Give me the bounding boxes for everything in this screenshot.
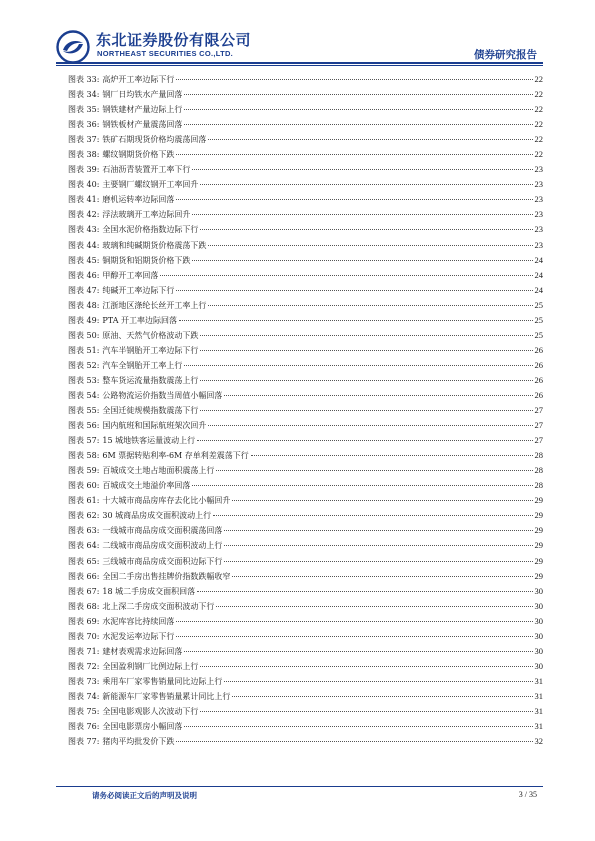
figure-label: 图表 54:: [68, 390, 100, 400]
dot-leader: [176, 199, 532, 200]
toc-entry[interactable]: [68, 373, 543, 388]
figure-page-number: 23: [534, 209, 543, 220]
figure-label: 图表 58:: [68, 451, 100, 461]
figure-title: 十大城市商品房库存去化比小幅回升: [102, 496, 231, 506]
toc-entry[interactable]: [68, 238, 543, 253]
figure-label: 图表 34:: [68, 90, 100, 100]
figure-label: 图表 41:: [68, 195, 100, 205]
figure-title: 汽车半钢胎开工率边际下行: [102, 345, 199, 355]
figure-label: 图表 50:: [68, 330, 100, 340]
figure-page-number: 31: [534, 675, 543, 686]
figure-label: 图表 53:: [68, 375, 100, 385]
figure-title: 螺纹钢期货价格下跌: [102, 150, 175, 160]
figure-label: 图表 77:: [68, 737, 100, 747]
toc-entry[interactable]: [68, 659, 543, 674]
dot-leader: [176, 154, 532, 155]
figure-title: 全国二手房出售挂牌价指数跌幅收窄: [102, 571, 231, 581]
figure-label: 图表 56:: [68, 421, 100, 431]
figure-title: 30 城商品房成交面积波动上行: [102, 511, 212, 521]
figure-page-number: 31: [534, 690, 543, 701]
toc-entry[interactable]: [68, 644, 543, 659]
toc-entry[interactable]: [68, 674, 543, 689]
toc-entry[interactable]: [68, 614, 543, 629]
figure-label: 图表 75:: [68, 706, 100, 716]
figure-title: 6M 票据转贴利率-6M 存单利差震荡下行: [102, 451, 249, 461]
toc-entry[interactable]: [68, 554, 543, 569]
dot-leader: [176, 621, 532, 622]
figure-page-number: 31: [534, 721, 543, 732]
dot-leader: [184, 109, 532, 110]
dot-leader: [208, 139, 532, 140]
figure-title: 公路物流运价指数当周值小幅回落: [102, 390, 223, 400]
figure-page-number: 24: [534, 284, 543, 295]
footer-divider: [56, 786, 543, 787]
figure-page-number: 22: [534, 74, 543, 84]
dot-leader: [192, 169, 532, 170]
figure-page-number: 22: [534, 134, 543, 145]
figure-page-number: 25: [534, 299, 543, 310]
figure-label: 图表 73:: [68, 676, 100, 686]
figure-title: 建材表观需求边际回落: [102, 646, 183, 656]
dot-leader: [176, 636, 532, 637]
figure-page-number: 28: [534, 450, 543, 461]
dot-leader: [200, 184, 532, 185]
figure-page-number: 26: [534, 374, 543, 385]
figure-label: 图表 71:: [68, 646, 100, 656]
figure-page-number: 23: [534, 224, 543, 235]
figure-label: 图表 61:: [68, 496, 100, 506]
toc-entry[interactable]: [68, 704, 543, 719]
figure-label: 图表 38:: [68, 150, 100, 160]
figure-page-number: 22: [534, 104, 543, 115]
figure-page-number: 26: [534, 359, 543, 370]
figure-page-number: 24: [534, 254, 543, 265]
toc-entry[interactable]: [68, 403, 543, 418]
header-divider-thin: [56, 65, 543, 66]
figure-title: 百城成交土地占地面积震荡上行: [102, 466, 215, 476]
figure-page-number: 30: [534, 630, 543, 641]
figure-title: 乘用车厂家零售销量同比边际上行: [102, 676, 223, 686]
figure-title: 新能源车厂家零售销量累计同比上行: [102, 691, 231, 701]
figure-label: 图表 57:: [68, 436, 100, 446]
dot-leader: [200, 335, 532, 336]
toc-entry[interactable]: [68, 538, 543, 553]
figure-page-number: 23: [534, 179, 543, 190]
toc-entry[interactable]: [68, 162, 543, 177]
toc-entry[interactable]: [68, 569, 543, 584]
toc-entry[interactable]: [68, 448, 543, 463]
header-divider: [56, 62, 543, 64]
dot-leader: [184, 94, 532, 95]
figure-title: 15 城地铁客运量波动上行: [102, 436, 196, 446]
company-name-en: NORTHEAST SECURITIES CO.,LTD.: [97, 49, 234, 58]
figure-label: 图表 62:: [68, 511, 100, 521]
toc-entry[interactable]: [68, 117, 543, 132]
figure-title: 甲醇开工率回落: [102, 270, 159, 280]
figure-title: 整车货运流量指数震荡上行: [102, 375, 199, 385]
toc-entry[interactable]: [68, 72, 543, 87]
toc-entry[interactable]: [68, 523, 543, 538]
dot-leader: [251, 455, 533, 456]
toc-entry[interactable]: [68, 87, 543, 102]
figure-label: 图表 44:: [68, 240, 100, 250]
figure-title: 二线城市商品房成交面积波动上行: [102, 541, 223, 551]
toc-entry[interactable]: [68, 222, 543, 237]
figure-title: 纯碱开工率边际下行: [102, 285, 175, 295]
figure-label: 图表 51:: [68, 345, 100, 355]
toc-entry[interactable]: [68, 147, 543, 162]
dot-leader: [224, 395, 532, 396]
toc-entry[interactable]: [68, 192, 543, 207]
toc-entry[interactable]: [68, 268, 543, 283]
figure-title: 主要钢厂螺纹钢开工率回升: [102, 180, 199, 190]
figure-label: 图表 63:: [68, 526, 100, 536]
figure-label: 图表 64:: [68, 541, 100, 551]
figure-title: 钢厂日均铁水产量回落: [102, 90, 183, 100]
figure-title: 北上深二手房成交面积波动下行: [102, 601, 215, 611]
toc-entry[interactable]: [68, 102, 543, 117]
dot-leader: [232, 576, 532, 577]
dot-leader: [197, 591, 532, 592]
figure-label: 图表 42:: [68, 210, 100, 220]
figure-page-number: 23: [534, 164, 543, 175]
dot-leader: [200, 410, 532, 411]
figure-page-number: 27: [534, 420, 543, 431]
toc-entry[interactable]: [68, 343, 543, 358]
figure-title: PTA 开工率边际回落: [102, 315, 178, 325]
toc-entry[interactable]: [68, 493, 543, 508]
dot-leader: [200, 666, 532, 667]
dot-leader: [208, 245, 532, 246]
figure-page-number: 30: [534, 615, 543, 626]
dot-leader: [184, 726, 532, 727]
figure-page-number: 25: [534, 314, 543, 325]
toc-entry[interactable]: [68, 463, 543, 478]
dot-leader: [176, 79, 532, 80]
figure-page-number: 28: [534, 480, 543, 491]
figure-page-number: 30: [534, 645, 543, 656]
toc-entry[interactable]: [68, 734, 543, 749]
figure-title: 全国盈利钢厂比例边际上行: [102, 661, 199, 671]
figure-page-number: 26: [534, 389, 543, 400]
figure-page-number: 29: [534, 525, 543, 536]
figure-label: 图表 49:: [68, 315, 100, 325]
toc-entry[interactable]: [68, 629, 543, 644]
toc-entry[interactable]: [68, 508, 543, 523]
dot-leader: [184, 651, 532, 652]
figure-label: 图表 69:: [68, 616, 100, 626]
dot-leader: [224, 681, 532, 682]
dot-leader: [192, 214, 532, 215]
figure-label: 图表 45:: [68, 255, 100, 265]
dot-leader: [216, 606, 532, 607]
figure-label: 图表 48:: [68, 300, 100, 310]
figure-title: 全国迁徙规模指数震荡下行: [102, 406, 199, 416]
figure-title: 国内航班和国际航班架次回升: [102, 421, 207, 431]
figure-page-number: 31: [534, 705, 543, 716]
figure-title: 江浙地区涤纶长丝开工率上行: [102, 300, 207, 310]
figure-page-number: 23: [534, 239, 543, 250]
dot-leader: [200, 229, 532, 230]
figure-title: 磨机运转率边际回落: [102, 195, 175, 205]
toc-entry[interactable]: [68, 689, 543, 704]
dot-leader: [200, 380, 532, 381]
figure-label: 图表 47:: [68, 285, 100, 295]
figure-title: 玻璃和纯碱期货价格震荡下跌: [102, 240, 207, 250]
figure-label: 图表 55:: [68, 406, 100, 416]
figure-title: 钢铁板材产量震荡回落: [102, 120, 183, 130]
figure-page-number: 29: [534, 495, 543, 506]
dot-leader: [176, 290, 532, 291]
northeast-securities-logo: [56, 30, 90, 64]
toc-entry[interactable]: [68, 418, 543, 433]
dot-leader: [200, 711, 532, 712]
figure-title: 钢铁建材产量边际上行: [102, 105, 183, 115]
figure-page-number: 27: [534, 405, 543, 416]
figure-label: 图表 37:: [68, 135, 100, 145]
figure-label: 图表 36:: [68, 120, 100, 130]
figure-page-number: 22: [534, 149, 543, 160]
figure-title: 原油、天然气价格波动下跌: [102, 330, 199, 340]
figure-label: 图表 68:: [68, 601, 100, 611]
figure-label: 图表 39:: [68, 165, 100, 175]
dot-leader: [184, 124, 532, 125]
figure-title: 全国水泥价格指数边际下行: [102, 225, 199, 235]
dot-leader: [184, 365, 532, 366]
dot-leader: [208, 425, 532, 426]
toc-entry[interactable]: [68, 298, 543, 313]
figure-title: 石油沥青装置开工率下行: [102, 165, 191, 175]
figure-page-number: 30: [534, 600, 543, 611]
figure-label: 图表 74:: [68, 691, 100, 701]
toc-entry[interactable]: [68, 388, 543, 403]
figure-page-number: 28: [534, 465, 543, 476]
toc-entry[interactable]: [68, 132, 543, 147]
figure-label: 图表 59:: [68, 466, 100, 476]
figure-label: 图表 60:: [68, 481, 100, 491]
dot-leader: [197, 440, 532, 441]
toc-entry[interactable]: [68, 313, 543, 328]
figure-title: 浮法玻璃开工率边际回升: [102, 210, 191, 220]
figure-title: 全国电影票房小幅回落: [102, 722, 183, 732]
dot-leader: [224, 545, 532, 546]
figure-label: 图表 43:: [68, 225, 100, 235]
figure-page-number: 25: [534, 329, 543, 340]
figure-page-number: 23: [534, 194, 543, 205]
toc-entry[interactable]: [68, 177, 543, 192]
figure-title: 水泥库容比持续回落: [102, 616, 175, 626]
page-number: 3 / 35: [518, 790, 537, 799]
dot-leader: [192, 260, 532, 261]
figure-list: [68, 72, 543, 749]
figure-title: 汽车全钢胎开工率上行: [102, 360, 183, 370]
figure-title: 铁矿石期现货价格均震荡回落: [102, 135, 207, 145]
dot-leader: [160, 275, 532, 276]
figure-label: 图表 76:: [68, 722, 100, 732]
dot-leader: [213, 515, 532, 516]
figure-label: 图表 65:: [68, 556, 100, 566]
figure-label: 图表 72:: [68, 661, 100, 671]
dot-leader: [192, 485, 532, 486]
company-name-cn: 东北证券股份有限公司: [96, 31, 252, 49]
figure-label: 图表 40:: [68, 180, 100, 190]
figure-title: 猪肉平均批发价下跌: [102, 737, 175, 747]
dot-leader: [176, 741, 532, 742]
figure-title: 18 城二手房成交面积回落: [102, 586, 196, 596]
figure-label: 图表 66:: [68, 571, 100, 581]
toc-entry[interactable]: [68, 328, 543, 343]
dot-leader: [216, 470, 532, 471]
figure-page-number: 30: [534, 585, 543, 596]
dot-leader: [224, 561, 532, 562]
figure-title: 铜期货和铝期货价格下跌: [102, 255, 191, 265]
dot-leader: [208, 305, 532, 306]
figure-label: 图表 52:: [68, 360, 100, 370]
footer-disclaimer: 请务必阅读正文后的声明及说明: [92, 791, 197, 800]
report-type: 债券研究报告: [474, 49, 537, 61]
toc-entry[interactable]: [68, 584, 543, 599]
toc-entry[interactable]: [68, 719, 543, 734]
figure-label: 图表 67:: [68, 586, 100, 596]
figure-title: 高炉开工率边际下行: [102, 75, 175, 84]
dot-leader: [200, 350, 532, 351]
figure-page-number: 24: [534, 269, 543, 280]
dot-leader: [224, 530, 532, 531]
page-header: [0, 0, 595, 70]
figure-page-number: 22: [534, 119, 543, 130]
figure-page-number: 29: [534, 570, 543, 581]
figure-title: 三线城市商品房成交面积边际下行: [102, 556, 223, 566]
dot-leader: [232, 696, 532, 697]
toc-entry[interactable]: [68, 253, 543, 268]
figure-page-number: 22: [534, 89, 543, 100]
toc-entry[interactable]: [68, 358, 543, 373]
toc-entry[interactable]: [68, 283, 543, 298]
toc-entry[interactable]: [68, 207, 543, 222]
figure-title: 全国电影观影人次波动下行: [102, 706, 199, 716]
figure-page-number: 27: [534, 435, 543, 446]
figure-title: 水泥发运率边际下行: [102, 631, 175, 641]
figure-page-number: 29: [534, 555, 543, 566]
dot-leader: [232, 500, 532, 501]
figure-page-number: 30: [534, 660, 543, 671]
figure-label: 图表 33:: [68, 75, 100, 84]
toc-entry[interactable]: [68, 478, 543, 493]
dot-leader: [179, 320, 532, 321]
figure-label: 图表 70:: [68, 631, 100, 641]
toc-entry[interactable]: [68, 599, 543, 614]
figure-page-number: 26: [534, 344, 543, 355]
figure-label: 图表 46:: [68, 270, 100, 280]
toc-entry[interactable]: [68, 433, 543, 448]
figure-page-number: 29: [534, 540, 543, 551]
figure-page-number: 32: [534, 736, 543, 747]
figure-label: 图表 35:: [68, 105, 100, 115]
figure-title: 百城成交土地溢价率回落: [102, 481, 191, 491]
figure-page-number: 29: [534, 510, 543, 521]
figure-title: 一线城市商品房成交面积震荡回落: [102, 526, 223, 536]
